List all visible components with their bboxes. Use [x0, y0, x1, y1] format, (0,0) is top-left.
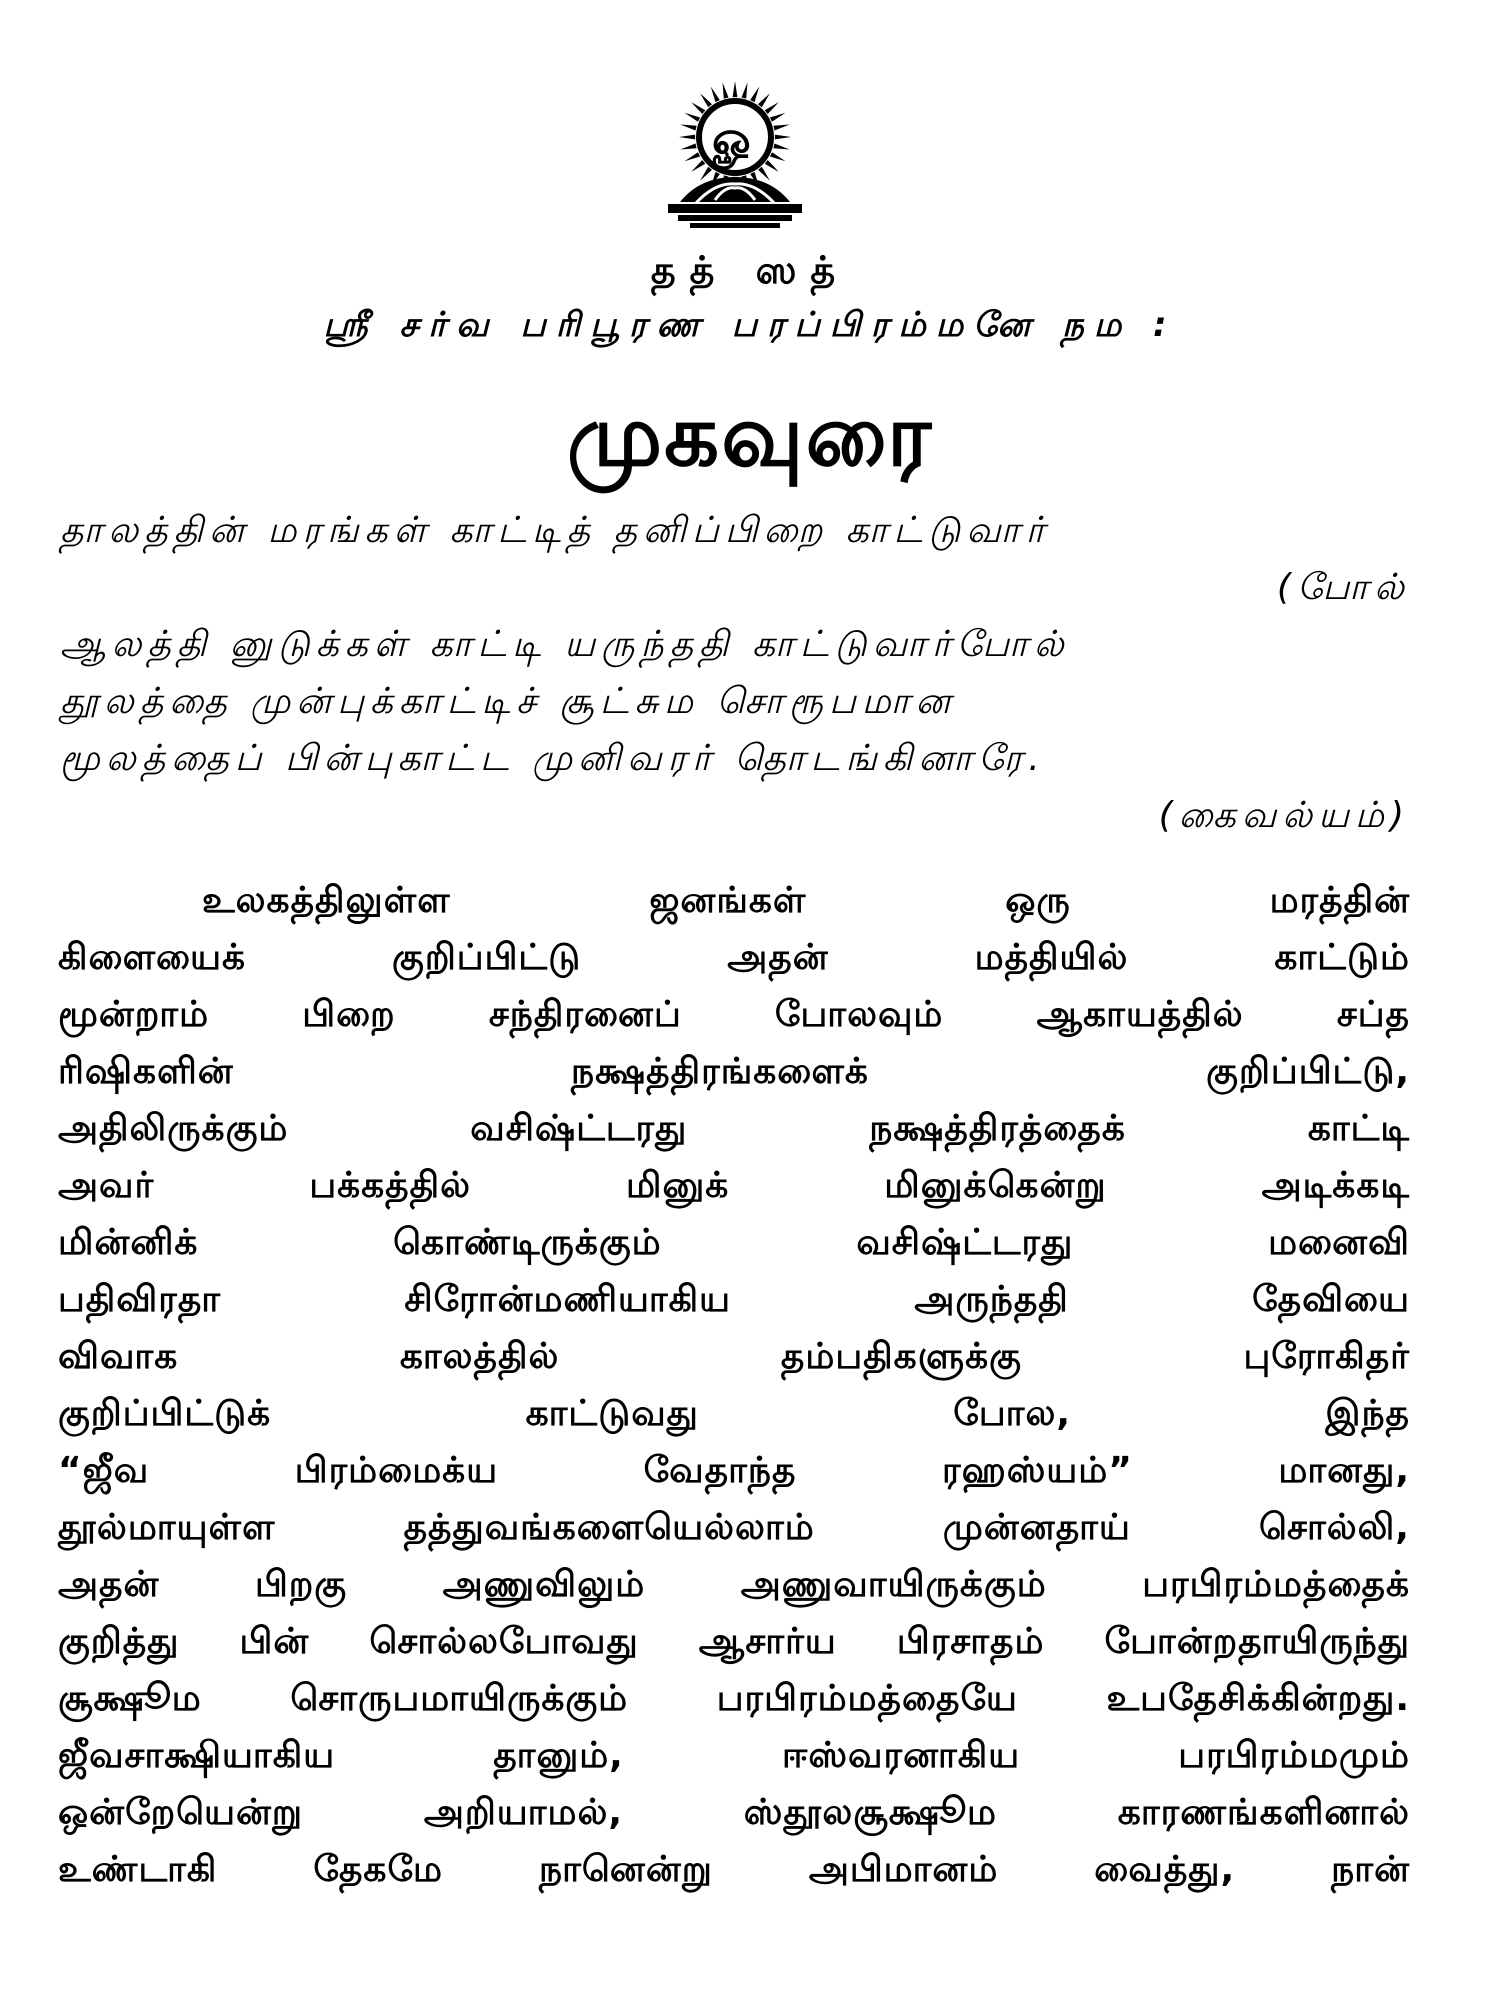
paragraph-line: “ஜீவ பிரம்மைக்ய வேதாந்த ரஹஸ்யம்” மானது, [58, 1450, 1410, 1491]
tat-sat-heading: தத் ஸத் [650, 248, 850, 292]
sun-lotus-emblem-icon [660, 82, 810, 234]
page-title: முகவுரை [566, 385, 934, 486]
paragraph-line: ரிஷிகளின் நக்ஷத்திரங்களைக் குறிப்பிட்டு, [58, 1051, 1410, 1092]
poem-line: ஆலத்தி னுடுக்கள் காட்டி யருந்ததி காட்டுவார்போல் [60, 624, 1070, 665]
paragraph-line: பதிவிரதா சிரோன்மணியாகிய அருந்ததி தேவியை [58, 1279, 1410, 1320]
paragraph-line: ஒன்றேயென்று அறியாமல், ஸ்தூலசூக்ஷூம காரணங்களினால் [58, 1792, 1410, 1833]
poem-line: மூலத்தைப் பின்புகாட்ட முனிவரர் தொடங்கினாரே. [60, 738, 1046, 779]
paragraph-line: அவர் பக்கத்தில் மினுக் மினுக்கென்று அடிக்கடி [58, 1165, 1410, 1206]
paragraph-line: தூல்மாயுள்ள தத்துவங்களையெல்லாம் முன்னதாய் சொல்லி, [58, 1507, 1410, 1548]
poem-line: தாலத்தின் மரங்கள் காட்டித் தனிப்பிறை காட்டுவார் [60, 510, 1051, 551]
paragraph-line: மின்னிக் கொண்டிருக்கும் வசிஷ்ட்டரது மனைவி [58, 1222, 1410, 1263]
poem-citation: (கைவல்யம்) [1158, 795, 1410, 836]
paragraph-line: சூக்ஷூம சொருபமாயிருக்கும் பரபிரம்மத்தையே உபதேசிக்கின்றது. [58, 1678, 1410, 1719]
paragraph-line: அதன் பிறகு அணுவிலும் அணுவாயிருக்கும் பரபிரம்மத்தைக் [58, 1564, 1410, 1605]
paragraph-line: குறித்து பின் சொல்லபோவது ஆசார்ய பிரசாதம் போன்றதாயிருந்து [58, 1621, 1410, 1662]
paragraph-line: விவாக காலத்தில் தம்பதிகளுக்கு புரோகிதர் [58, 1336, 1410, 1377]
paragraph-line: குறிப்பிட்டுக் காட்டுவது போல, இந்த [58, 1393, 1410, 1434]
paragraph-line: அதிலிருக்கும் வசிஷ்ட்டரது நக்ஷத்திரத்தைக் காட்டி [58, 1108, 1410, 1149]
invocation-line: ஸ்ரீ சர்வ பரிபூரண பரப்பிரம்மனே நம : [323, 305, 1177, 345]
poem-line: (போல் [1276, 567, 1410, 608]
paragraph-line: உண்டாகி தேகமே நானென்று அபிமானம் வைத்து, நான் [58, 1849, 1410, 1890]
poem-line: தூலத்தை முன்புக்காட்டிச் சூட்சும சொரூபமான [60, 681, 957, 722]
paragraph-line: உலகத்திலுள்ள ஜனங்கள் ஒரு மரத்தின் [202, 880, 1410, 921]
paragraph-line: கிளையைக் குறிப்பிட்டு அதன் மத்தியில் காட்டும் [58, 937, 1410, 978]
paragraph-line: மூன்றாம் பிறை சந்திரனைப் போலவும் ஆகாயத்தில் சப்த [58, 994, 1410, 1035]
svg-text:ௐ: ௐ [712, 111, 758, 165]
paragraph-line: ஜீவசாக்ஷியாகிய தானும், ஈஸ்வரனாகிய பரபிரம்மமும் [58, 1735, 1410, 1776]
